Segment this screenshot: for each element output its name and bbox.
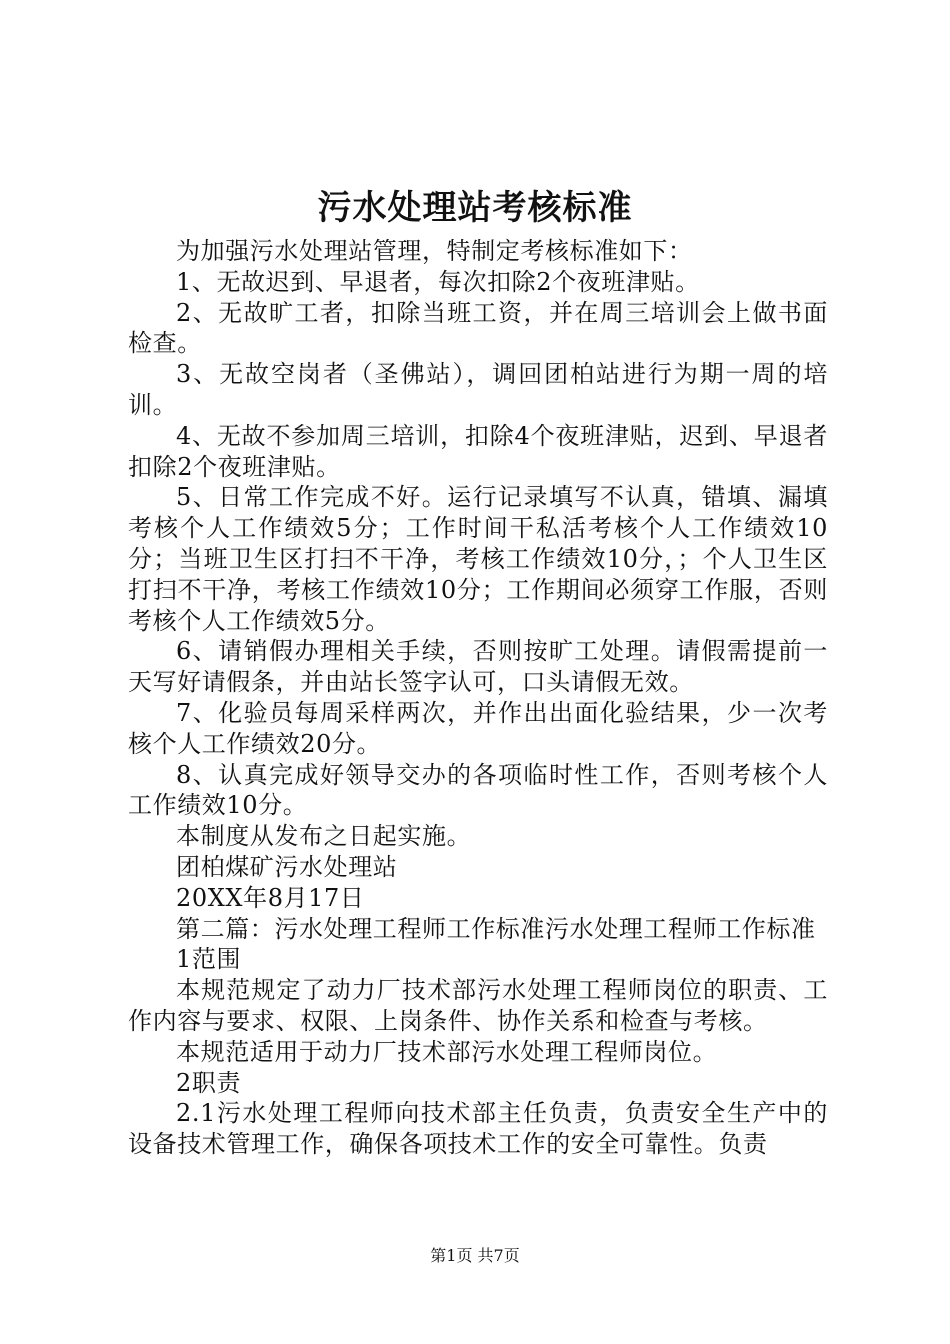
paragraph-rule-7: 7、化验员每周采样两次，并作出出面化验结果，少一次考核个人工作绩效20分。 xyxy=(128,698,828,758)
paragraph-rule-5: 5、日常工作完成不好。运行记录填写不认真，错填、漏填考核个人工作绩效5分；工作时间干私活考核个人工作绩效10分；当班卫生区打扫不干净，考核工作绩效10分，；个人卫生区打扫不干净，考核工作绩效10分；工作期间必须穿工作服，否则考核个人工作绩效5分。 xyxy=(128,483,828,635)
paragraph-rule-3: 3、无故空岗者（圣佛站），调回团柏站进行为期一周的培训。 xyxy=(128,360,828,419)
paragraph-rule-6: 6、请销假办理相关手续，否则按旷工处理。请假需提前一天写好请假条，并由站长签字认可，口头请假无效。 xyxy=(128,637,828,697)
paragraph-rule-1: 1、无故迟到、早退者，每次扣除2个夜班津贴。 xyxy=(176,267,700,296)
paragraph-issuer: 团柏煤矿污水处理站 xyxy=(176,852,398,881)
paragraph-rule-2: 2、无故旷工者，扣除当班工资，并在周三培训会上做书面检查。 xyxy=(128,298,828,358)
paragraph-date: 20XX年8月17日 xyxy=(176,883,365,912)
document-body xyxy=(128,236,828,1160)
paragraph-section-scope: 1范围 xyxy=(176,945,242,974)
paragraph-section-duties: 2职责 xyxy=(176,1068,242,1097)
paragraph-scope-text: 本规范规定了动力厂技术部污水处理工程师岗位的职责、工作内容与要求、权限、上岗条件、协作关系和检查与考核。 xyxy=(128,976,828,1035)
paragraph-effective: 本制度从发布之日起实施。 xyxy=(176,822,472,851)
document-title: 污水处理站考核标准 xyxy=(317,188,633,228)
paragraph-duty-2-1: 2.1污水处理工程师向技术部主任负责，负责安全生产中的设备技术管理工作，确保各项技术工作的安全可靠性。负责 xyxy=(128,1099,828,1159)
paragraph-intro: 为加强污水处理站管理，特制定考核标准如下： xyxy=(176,237,693,265)
paragraph-rule-4: 4、无故不参加周三培训，扣除4个夜班津贴，迟到、早退者扣除2个夜班津贴。 xyxy=(128,421,828,481)
paragraph-part-two-heading: 第二篇：污水处理工程师工作标准污水处理工程师工作标准 xyxy=(176,914,816,943)
page-footer: 第1页 共7页 xyxy=(430,1246,520,1265)
paragraph-rule-8: 8、认真完成好领导交办的各项临时性工作，否则考核个人工作绩效10分。 xyxy=(128,760,828,820)
paragraph-scope-applies: 本规范适用于动力厂技术部污水处理工程师岗位。 xyxy=(176,1037,718,1066)
